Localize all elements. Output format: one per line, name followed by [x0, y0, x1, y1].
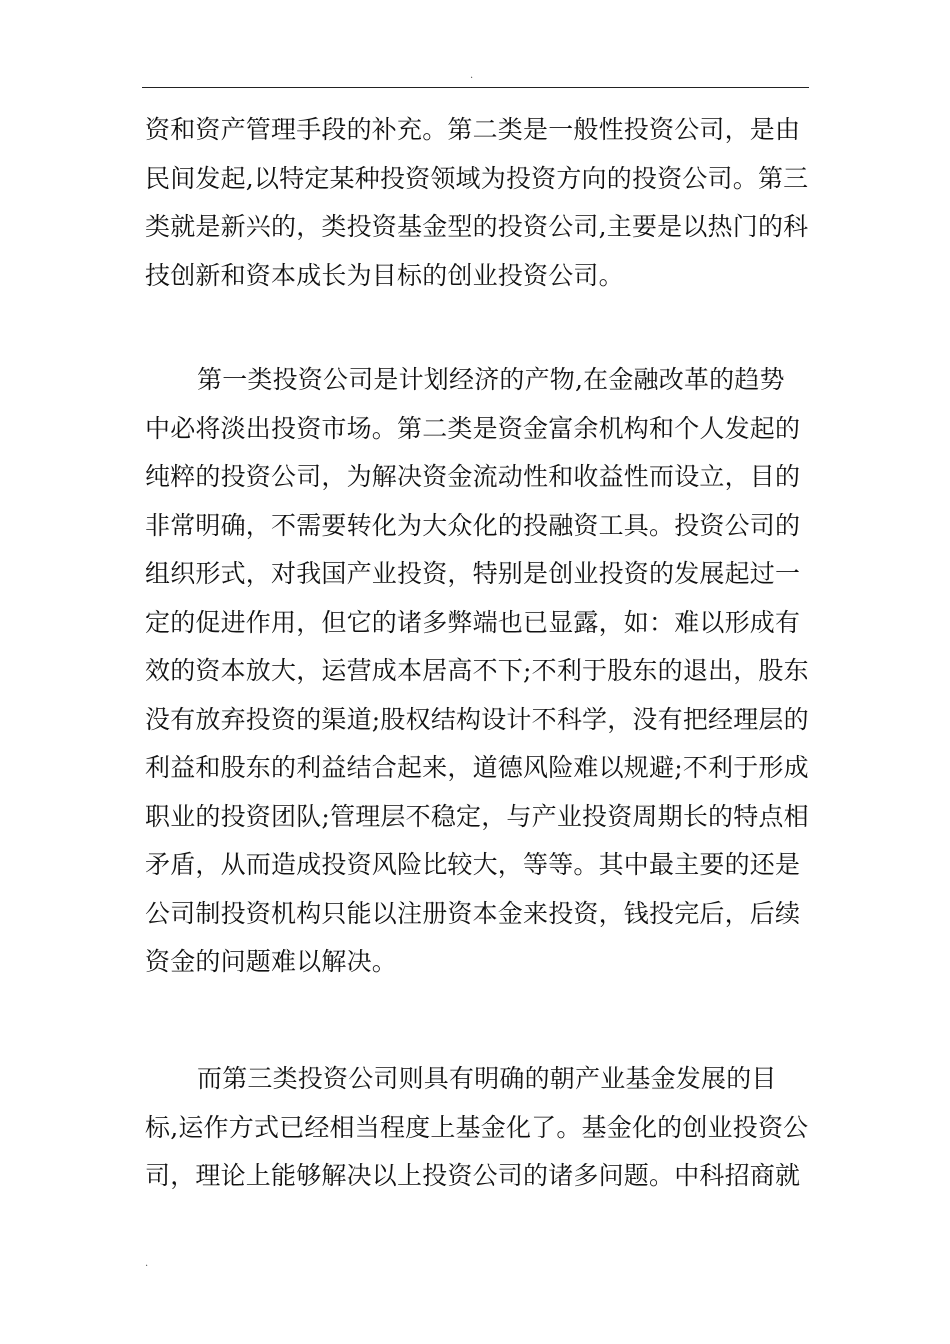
paragraph-line: 非常明确，不需要转化为大众化的投融资工具。投资公司的: [145, 510, 801, 540]
paragraph-line: 司，理论上能够解决以上投资公司的诸多问题。中科招商就: [145, 1161, 801, 1190]
paragraph-line: 中必将淡出投资市场。第二类是资金富余机构和个人发起的: [145, 413, 801, 443]
paragraph-line: 民间发起,以特定某种投资领域为投资方向的投资公司。第三: [145, 163, 809, 193]
paragraph-line: 技创新和资本成长为目标的创业投资公司。: [145, 260, 624, 290]
header-mark: .: [470, 70, 474, 81]
paragraph-line: 类就是新兴的，类投资基金型的投资公司,主要是以热门的科: [145, 212, 809, 241]
paragraph-line: 定的促进作用，但它的诸多弊端也已显露，如：难以形成有: [145, 607, 801, 637]
paragraph-line: 组织形式，对我国产业投资，特别是创业投资的发展起过一: [145, 559, 801, 588]
paragraph-line: 矛盾，从而造成投资风险比较大，等等。其中最主要的还是: [145, 850, 801, 879]
header-rule: [142, 87, 809, 88]
paragraph-line: 第一类投资公司是计划经济的产物,在金融改革的趋势: [197, 365, 785, 394]
paragraph-line: 资和资产管理手段的补充。第二类是一般性投资公司，是由: [145, 115, 801, 144]
paragraph-line: 公司制投资机构只能以注册资本金来投资，钱投完后，后续: [145, 898, 801, 928]
paragraph-line: 没有放弃投资的渠道;股权结构设计不科学，没有把经理层的: [145, 704, 809, 734]
paragraph-1: [145, 106, 810, 300]
paragraph-line: 纯粹的投资公司，为解决资金流动性和收益性而设立，目的: [145, 462, 801, 491]
footer-mark: .: [145, 1258, 149, 1269]
paragraph-line: 而第三类投资公司则具有明确的朝产业基金发展的目: [197, 1064, 777, 1093]
paragraph-2: [145, 356, 810, 987]
paragraph-line: 职业的投资团队;管理层不稳定，与产业投资周期长的特点相: [145, 801, 809, 831]
paragraph-line: 资金的问题难以解决。: [145, 947, 398, 976]
paragraph-line: 利益和股东的利益结合起来，道德风险难以规避;不利于形成: [145, 753, 809, 782]
paragraph-line: 效的资本放大，运营成本居高不下;不利于股东的退出，股东: [145, 656, 809, 685]
paragraph-line: 标,运作方式已经相当程度上基金化了。基金化的创业投资公: [145, 1112, 809, 1142]
paragraph-3: [145, 1055, 810, 1201]
